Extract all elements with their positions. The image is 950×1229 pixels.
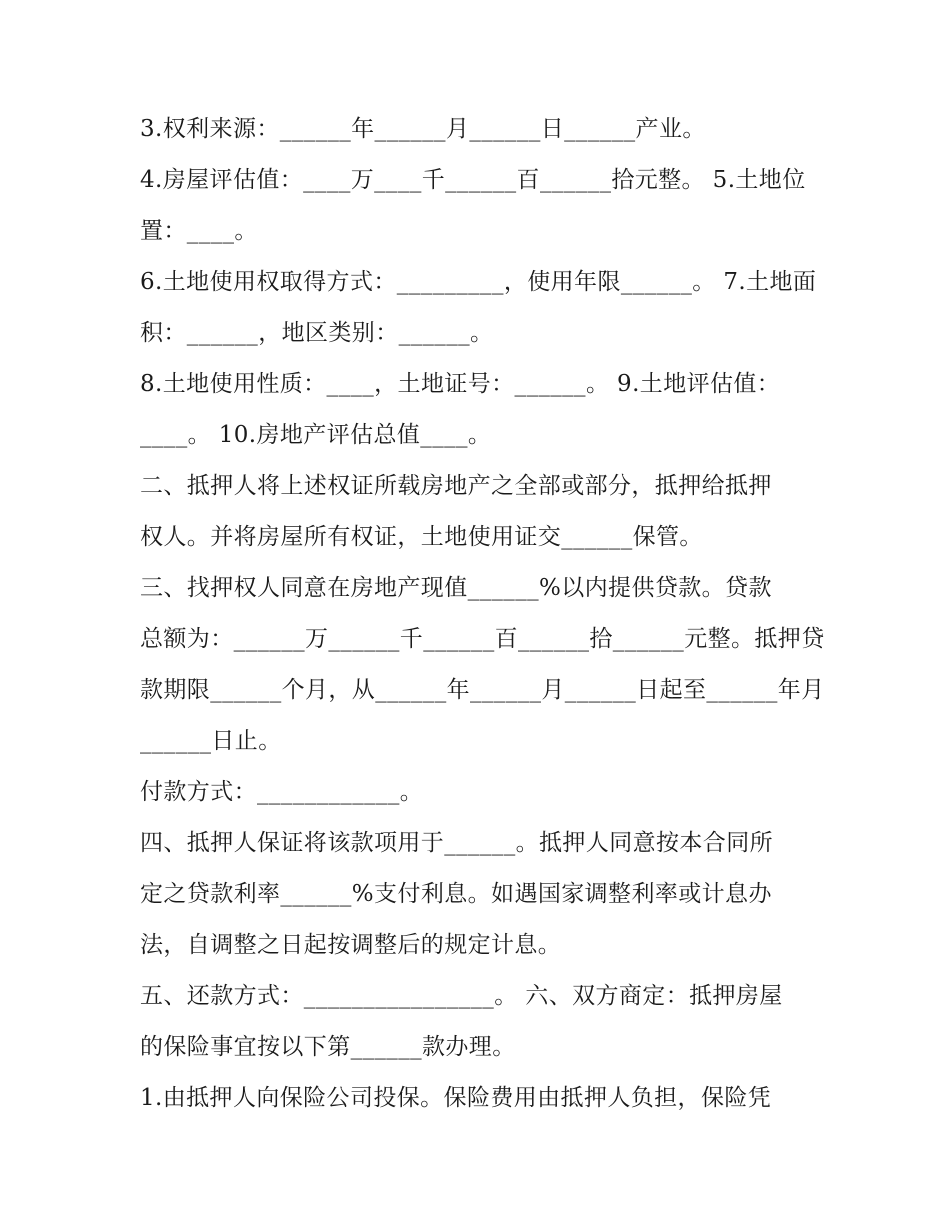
text-line: 款期限______个月，从______年______月______日起至______年月 xyxy=(140,677,825,703)
text-line: 定之贷款利率______%支付利息。如遇国家调整利率或计息办 xyxy=(140,881,772,907)
text-line: 8.土地使用性质：____，土地证号：______。 9.土地评估值： xyxy=(140,371,781,397)
contract-body xyxy=(140,104,825,1124)
text-line: 法，自调整之日起按调整后的规定计息。 xyxy=(140,932,562,958)
text-line: 权人。并将房屋所有权证，土地使用证交______保管。 xyxy=(140,524,703,550)
text-line: 6.土地使用权取得方式：_________，使用年限______。 7.土地面 xyxy=(140,269,817,295)
text-line: ______日止。 xyxy=(140,728,282,754)
text-line: 五、还款方式：________________。 六、双方商定：抵押房屋 xyxy=(140,983,783,1009)
text-line: 总额为：______万______千______百______拾______元整。抵押贷 xyxy=(140,626,825,652)
text-line: 1.由抵押人向保险公司投保。保险费用由抵押人负担，保险凭 xyxy=(140,1085,772,1111)
text-line: 三、找押权人同意在房地产现值______%以内提供贷款。贷款 xyxy=(140,575,772,601)
text-line: ____。 10.房地产评估总值____。 xyxy=(140,422,492,448)
text-line: 4.房屋评估值：____万____千______百______拾元整。 5.土地位 xyxy=(140,167,806,193)
text-line: 的保险事宜按以下第______款办理。 xyxy=(140,1034,516,1060)
text-line: 积：______，地区类别：______。 xyxy=(140,320,494,346)
text-line: 付款方式：____________。 xyxy=(140,779,424,805)
text-line: 二、抵押人将上述权证所载房地产之全部或部分，抵押给抵押 xyxy=(140,473,772,499)
text-line: 置：____。 xyxy=(140,218,258,244)
text-line: 3.权利来源：______年______月______日______产业。 xyxy=(140,116,706,142)
text-line: 四、抵押人保证将该款项用于______。抵押人同意按本合同所 xyxy=(140,830,773,856)
